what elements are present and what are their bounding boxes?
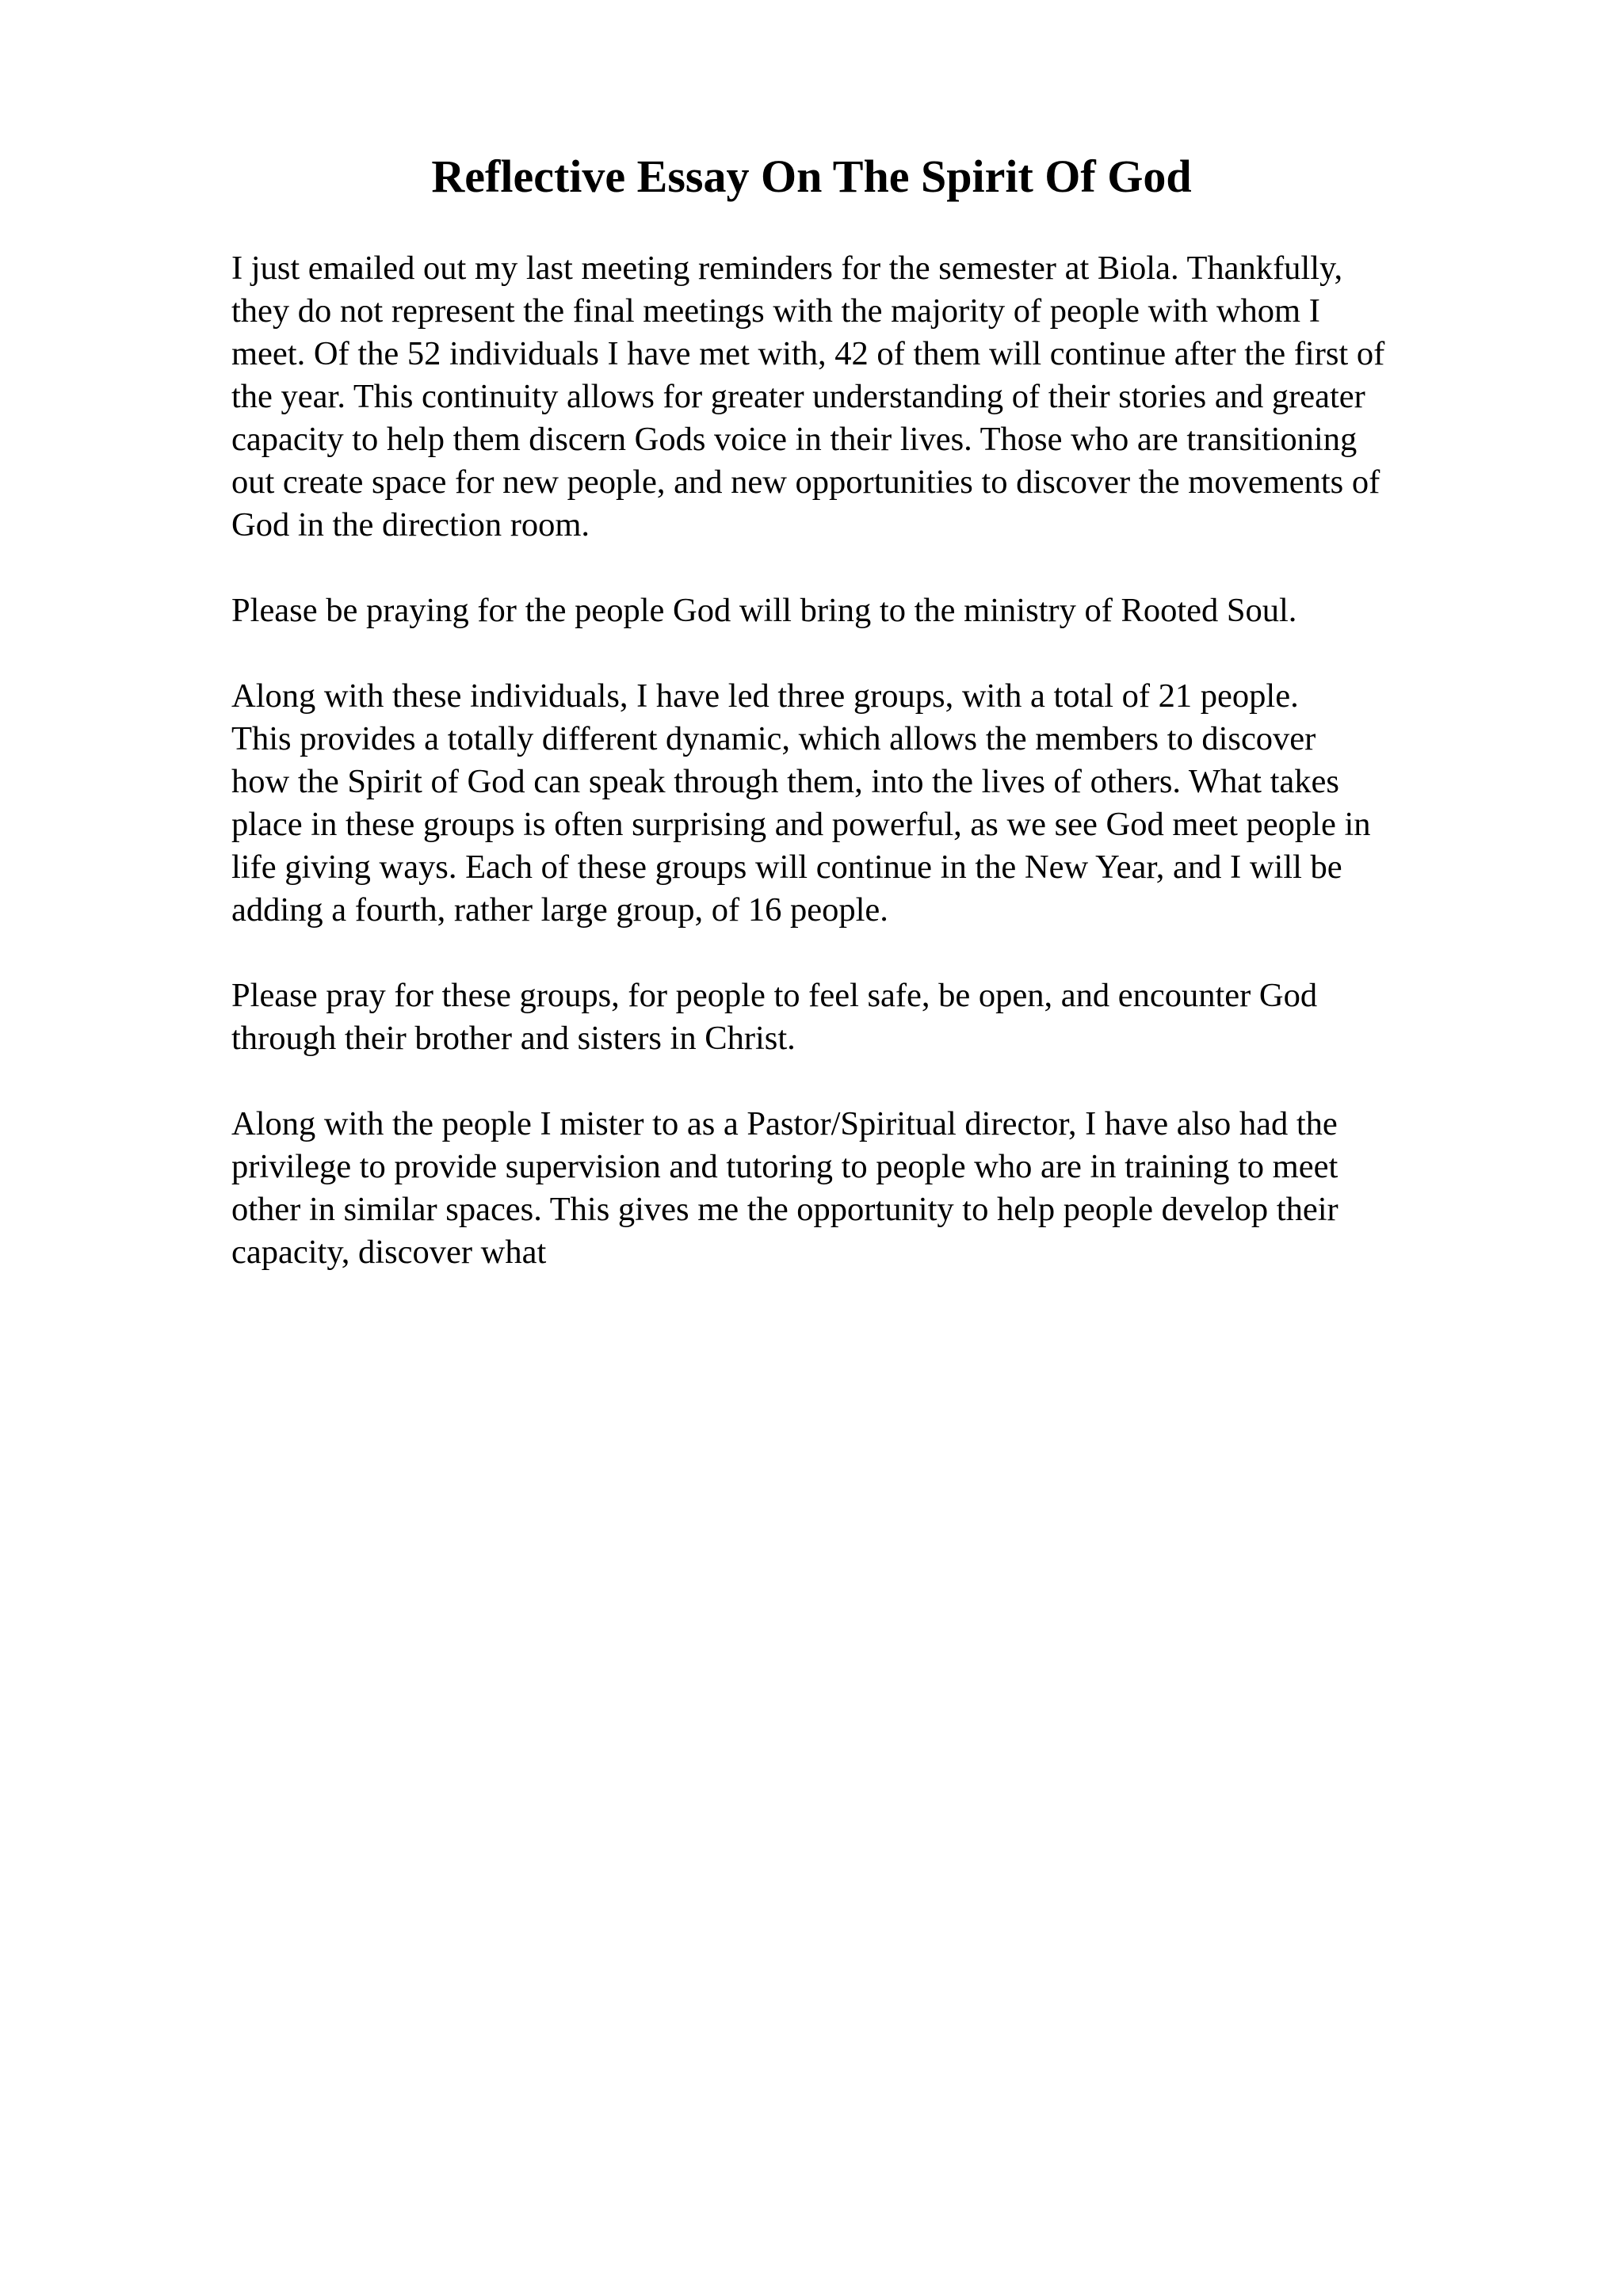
text-line: the year. This continuity allows for greater understanding of their stories and greater [231,378,1365,415]
paragraph-1 [231,247,1515,547]
text-line: other in similar spaces. This gives me the opportunity to help people develop their [231,1191,1338,1228]
page-title: Reflective Essay On The Spirit Of God [431,151,1192,202]
text-line: Along with these individuals, I have led three groups, with a total of 21 people. [231,677,1299,715]
paragraph-2 [231,589,1515,632]
text-line: out create space for new people, and new opportunities to discover the movements of [231,463,1381,501]
text-line: life giving ways. Each of these groups will continue in the New Year, and I will be [231,849,1342,886]
text-line: meet. Of the 52 individuals I have met with, 42 of them will continue after the first of [231,335,1385,372]
essay-body [231,247,1515,1317]
text-line: privilege to provide supervision and tutoring to people who are in training to meet [231,1148,1338,1185]
text-line: Along with the people I mister to as a Pastor/Spiritual director, I have also had the [231,1105,1338,1142]
text-line: I just emailed out my last meeting reminders for the semester at Biola. Thankfully, [231,250,1343,287]
text-line: capacity to help them discern Gods voice in their lives. Those who are transitioning [231,421,1358,458]
text-line: Please be praying for the people God will bring to the ministry of Rooted Soul. [231,592,1297,629]
text-line: how the Spirit of God can speak through them, into the lives of others. What takes [231,763,1339,800]
text-line: This provides a totally different dynamic, which allows the members to discover [231,720,1316,757]
paragraph-5 [231,1103,1515,1274]
paragraph-4 [231,974,1515,1060]
text-line: through their brother and sisters in Christ. [231,1020,796,1057]
paragraph-3 [231,675,1515,932]
text-line: Please pray for these groups, for people to feel safe, be open, and encounter God [231,977,1318,1014]
text-line: adding a fourth, rather large group, of 16 people. [231,891,888,929]
text-line: place in these groups is often surprising and powerful, as we see God meet people in [231,806,1371,843]
text-line: they do not represent the final meetings with the majority of people with whom I [231,292,1320,330]
text-line: God in the direction room. [231,506,590,543]
text-line: capacity, discover what [231,1234,547,1271]
